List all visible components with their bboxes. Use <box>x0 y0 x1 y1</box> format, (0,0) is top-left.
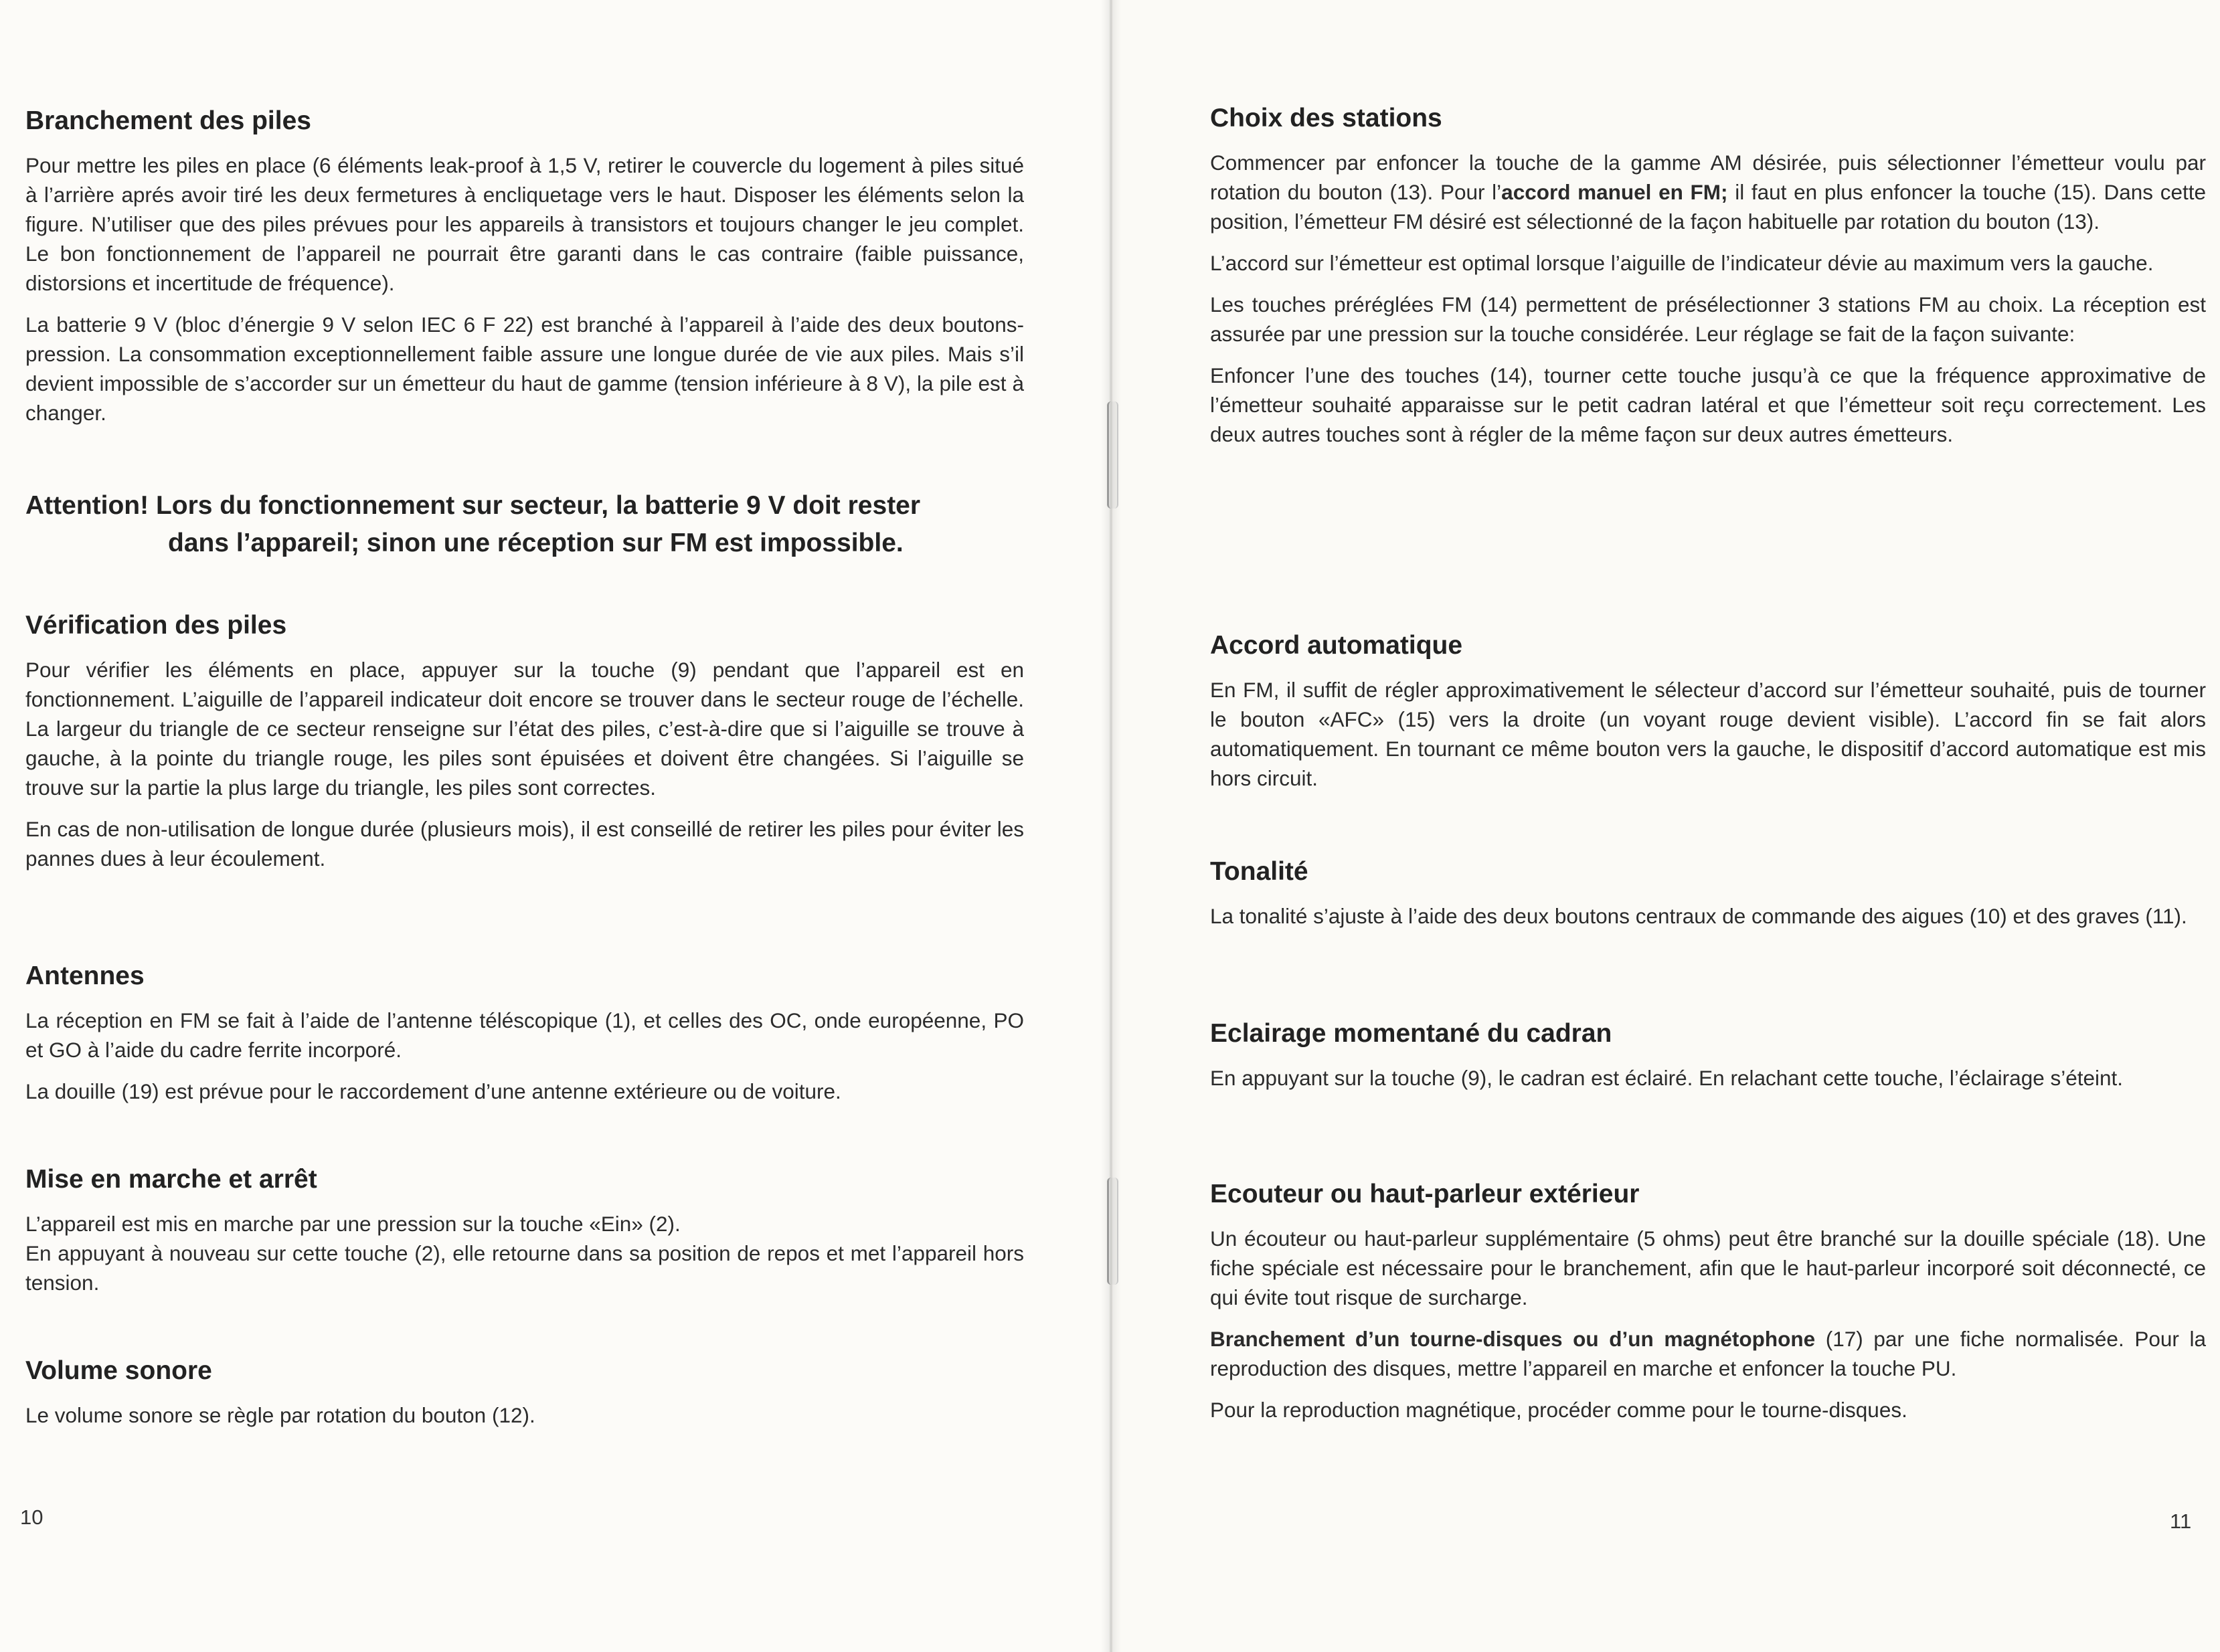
heading-volume-sonore: Volume sonore <box>25 1356 212 1385</box>
attention-line-1: Attention! Lors du fonctionnement sur secteur, la batterie 9 V doit rester <box>25 491 921 520</box>
paragraph-line: En appuyant à nouveau sur cette touche (2), elle retourne dans sa position de repos et met l’appareil hors tension. <box>25 1241 1024 1295</box>
page-number-left: 10 <box>20 1505 44 1529</box>
heading-tonalite: Tonalité <box>1210 857 1308 886</box>
paragraph: La tonalité s’ajuste à l’aide des deux boutons centraux de commande des aigues (10) et des graves (11). <box>1210 903 2187 928</box>
section-tonalite <box>1210 856 2206 931</box>
paragraph: Pour la reproduction magnétique, procéder comme pour le tourne-disques. <box>1210 1397 1907 1422</box>
paragraph: Pour vérifier les éléments en place, appuyer sur la touche (9) pendant que l’appareil est en fonctionnement. L’aiguille de l’appareil indicateur doit encore se trouver dans le secteur rouge de l’échelle. La largeur du triangle de ce secteur renseigne sur l’état des piles, c’est-à-dire que si l’aiguille se trouve à gauche, à la pointe du triangle rouge, les piles sont épuisées et doivent être changées. Si l’aiguille se trouve sur la partie la plus large du triangle, les piles sont correctes. <box>25 657 1024 800</box>
section-eclairage <box>1210 1018 2206 1093</box>
section-ecouteur <box>1210 1179 2206 1425</box>
bold-text: accord manuel en FM; <box>1501 179 1728 204</box>
heading-eclairage: Eclairage momentané du cadran <box>1210 1019 1612 1048</box>
heading-verification-des-piles: Vérification des piles <box>25 611 287 640</box>
paragraph: Le volume sonore se règle par rotation du bouton (12). <box>25 1402 535 1427</box>
attention-line-2: dans l’appareil; sinon une réception sur FM est impossible. <box>168 529 904 557</box>
paragraph: Pour mettre les piles en place (6 éléments leak-proof à 1,5 V, retirer le couvercle du logement à piles situé à l’arrière aprés avoir tiré les deux fermetures à encliquetage vers le haut. Disposer les éléments selon la figure. N’utiliser que des piles prévues pour les appareils à transistors et toujours changer le jeu complet. Le bon fonctionnement de l’appareil ne pourrait être garanti dans le cas contraire (faible puissance, distorsions et incertitude de fréquence). <box>25 153 1024 295</box>
text-run: (17) par une fiche normalisée. Pour la reproduction des disques, mettre l’appareil en marche et enfoncer la touche PU. <box>1210 1326 2206 1380</box>
right-page <box>1111 0 2220 1652</box>
section-branchement-des-piles <box>25 106 1024 428</box>
paragraph-line: L’appareil est mis en marche par une pression sur la touche «Ein» (2). <box>25 1211 681 1236</box>
heading-branchement-des-piles: Branchement des piles <box>25 106 311 135</box>
paragraph: Les touches préréglées FM (14) permettent de présélectionner 3 stations FM au choix. La réception est assurée par une pression sur la touche considérée. Leur réglage se fait de la façon suivante: <box>1210 292 2206 346</box>
text-run: Commencer par enfoncer la touche de la gamme AM désirée, puis sélectionner l’émetteur voulu par rotation du bouton (13). Pour l’ <box>1210 150 2206 204</box>
heading-choix-des-stations: Choix des stations <box>1210 104 1442 132</box>
paragraph <box>1210 1324 2206 1383</box>
text-run: il faut en plus enfoncer la touche (15). Dans cette position, l’émetteur FM désiré est sélectionné de la façon habituelle par rotation du bouton (13). <box>1210 179 2206 234</box>
staple-bottom <box>1107 1178 1118 1285</box>
heading-antennes: Antennes <box>25 961 145 990</box>
paragraph: Un écouteur ou haut-parleur supplémentaire (5 ohms) peut être branché sur la douille spéciale (18). Une fiche spéciale est nécessaire pour le branchement, afin que le haut-parleur incorporé soit déconnecté, ce qui évite tout risque de surcharge. <box>1210 1226 2206 1309</box>
bold-text: Branchement d’un tourne-disques ou d’un magnétophone <box>1210 1326 1816 1351</box>
section-verification-des-piles <box>25 610 1024 873</box>
paragraph: Enfoncer l’une des touches (14), tourner cette touche jusqu’à ce que la fréquence approximative de l’émetteur souhaité apparaisse sur le petit cadran latéral et que l’émetteur soit reçu correctement. Les deux autres touches sont à régler de la même façon sur deux autres émetteurs. <box>1210 363 2206 446</box>
book-gutter <box>1101 0 1121 1652</box>
section-choix-des-stations <box>1210 103 2206 449</box>
page-number-right: 11 <box>2170 1509 2192 1533</box>
paragraph: L’accord sur l’émetteur est optimal lorsque l’aiguille de l’indicateur dévie au maximum vers la gauche. <box>1210 250 2154 275</box>
heading-ecouteur: Ecouteur ou haut-parleur extérieur <box>1210 1180 1640 1208</box>
staple-top <box>1107 401 1118 509</box>
paragraph: En FM, il suffit de régler approximativement le sélecteur d’accord sur l’émetteur souhaité, puis de tourner le bouton «AFC» (15) vers la droite (un voyant rouge devient visible). L’accord fin se fait alors automatiquement. En tournant ce même bouton vers la gauche, le dispositif d’accord automatique est mis hors circuit. <box>1210 677 2206 790</box>
paragraph: La batterie 9 V (bloc d’énergie 9 V selon IEC 6 F 22) est branché à l’appareil à l’aide des deux boutons-pression. La consommation exceptionnellement faible assure une longue durée de vie aux piles. Mais s’il devient impossible de s’accorder sur un émetteur du haut de gamme (tension inférieure à 8 V), la pile est à changer. <box>25 312 1024 425</box>
paragraph: En appuyant sur la touche (9), le cadran est éclairé. En relachant cette touche, l’éclairage s’éteint. <box>1210 1065 2124 1090</box>
section-accord-automatique <box>1210 630 2206 793</box>
paragraph: La douille (19) est prévue pour le raccordement d’une antenne extérieure ou de voiture. <box>25 1079 841 1103</box>
paragraph: La réception en FM se fait à l’aide de l’antenne téléscopique (1), et celles des OC, onde européenne, PO et GO à l’aide du cadre ferrite incorporé. <box>25 1008 1024 1062</box>
heading-mise-en-marche: Mise en marche et arrêt <box>25 1165 317 1194</box>
section-volume-sonore <box>25 1356 1024 1430</box>
section-antennes <box>25 961 1024 1106</box>
attention-notice <box>25 487 1024 562</box>
attention-text <box>25 487 1024 562</box>
paragraph <box>1210 148 2206 236</box>
heading-accord-automatique: Accord automatique <box>1210 631 1463 660</box>
paragraph: En cas de non-utilisation de longue durée (plusieurs mois), il est conseillé de retirer les piles pour éviter les pannes dues à leur écoulement. <box>25 816 1024 870</box>
section-mise-en-marche <box>25 1164 1024 1297</box>
